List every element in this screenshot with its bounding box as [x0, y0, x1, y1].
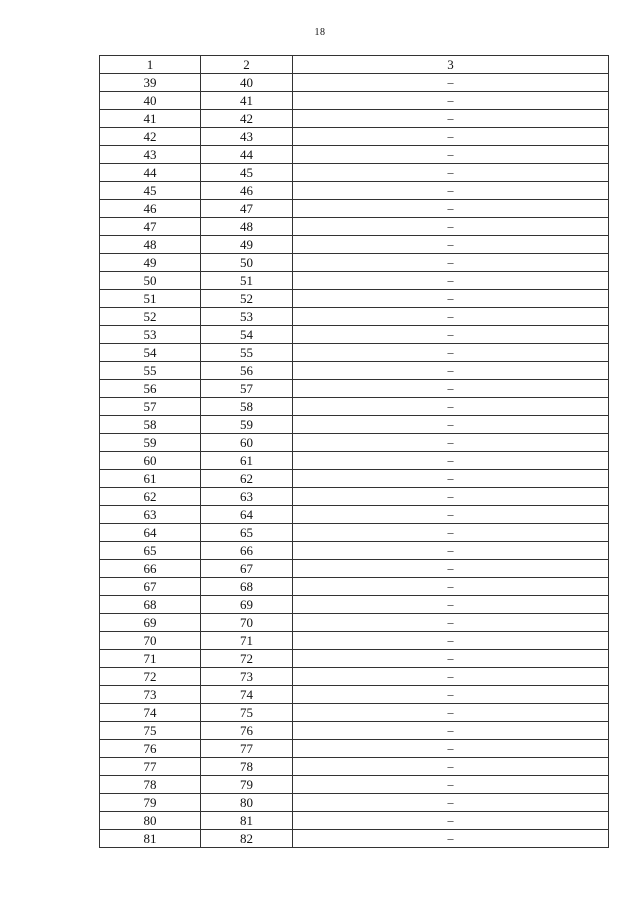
table-cell-col-1: 53 — [100, 326, 201, 344]
table-cell-col-2: 41 — [201, 92, 293, 110]
table-cell-col-3: – — [293, 578, 609, 596]
table-cell-col-3: – — [293, 452, 609, 470]
table-cell-col-1: 78 — [100, 776, 201, 794]
table-row — [100, 110, 609, 128]
table-cell-col-2: 44 — [201, 146, 293, 164]
table-cell-col-2: 76 — [201, 722, 293, 740]
table-row — [100, 470, 609, 488]
table-cell-col-1: 76 — [100, 740, 201, 758]
table-cell-col-2: 64 — [201, 506, 293, 524]
table-cell-col-1: 59 — [100, 434, 201, 452]
table-cell-col-1: 45 — [100, 182, 201, 200]
table-cell-col-1: 44 — [100, 164, 201, 182]
table-row — [100, 524, 609, 542]
table-cell-col-3: – — [293, 416, 609, 434]
table-row — [100, 830, 609, 848]
table-cell-col-1: 75 — [100, 722, 201, 740]
table-row — [100, 200, 609, 218]
table-cell-col-2: 74 — [201, 686, 293, 704]
table-cell-col-2: 75 — [201, 704, 293, 722]
table-cell-col-3: – — [293, 344, 609, 362]
table-cell-col-1: 74 — [100, 704, 201, 722]
table-cell-col-3: – — [293, 254, 609, 272]
table-cell-col-1: 52 — [100, 308, 201, 326]
table-cell-col-1: 57 — [100, 398, 201, 416]
table-cell-col-3: – — [293, 776, 609, 794]
table-cell-col-1: 73 — [100, 686, 201, 704]
table-cell-col-2: 81 — [201, 812, 293, 830]
table-cell-col-3: – — [293, 218, 609, 236]
table-cell-col-3: – — [293, 128, 609, 146]
table-cell-col-1: 47 — [100, 218, 201, 236]
table-row — [100, 398, 609, 416]
data-table — [99, 55, 609, 848]
table-row — [100, 812, 609, 830]
table-cell-col-3: – — [293, 596, 609, 614]
table-cell-col-1: 81 — [100, 830, 201, 848]
table-row — [100, 542, 609, 560]
table-cell-col-3: – — [293, 362, 609, 380]
table-cell-col-2: 77 — [201, 740, 293, 758]
table-cell-col-1: 41 — [100, 110, 201, 128]
table-cell-col-3: – — [293, 668, 609, 686]
table-row — [100, 488, 609, 506]
table-cell-col-2: 46 — [201, 182, 293, 200]
table-cell-col-3: – — [293, 524, 609, 542]
table-cell-col-1: 80 — [100, 812, 201, 830]
table-cell-col-2: 63 — [201, 488, 293, 506]
table-cell-col-3: – — [293, 380, 609, 398]
table-cell-col-2: 67 — [201, 560, 293, 578]
table-cell-col-2: 51 — [201, 272, 293, 290]
table-cell-col-1: 66 — [100, 560, 201, 578]
table-cell-col-3: – — [293, 740, 609, 758]
table-row — [100, 668, 609, 686]
table-row — [100, 146, 609, 164]
table-row — [100, 164, 609, 182]
table-cell-col-1: 71 — [100, 650, 201, 668]
table-cell-col-1: 62 — [100, 488, 201, 506]
table-cell-col-1: 51 — [100, 290, 201, 308]
column-header-3: 3 — [293, 56, 609, 74]
table-cell-col-1: 67 — [100, 578, 201, 596]
table-cell-col-2: 48 — [201, 218, 293, 236]
table-row — [100, 722, 609, 740]
table-cell-col-2: 70 — [201, 614, 293, 632]
table-cell-col-1: 64 — [100, 524, 201, 542]
table-row — [100, 452, 609, 470]
table-row — [100, 344, 609, 362]
table-body — [100, 74, 609, 848]
table-cell-col-2: 55 — [201, 344, 293, 362]
table-cell-col-2: 53 — [201, 308, 293, 326]
table-cell-col-3: – — [293, 146, 609, 164]
table-cell-col-2: 47 — [201, 200, 293, 218]
table-cell-col-2: 60 — [201, 434, 293, 452]
table-cell-col-1: 54 — [100, 344, 201, 362]
table-cell-col-3: – — [293, 488, 609, 506]
table-cell-col-1: 50 — [100, 272, 201, 290]
table-cell-col-1: 39 — [100, 74, 201, 92]
table-cell-col-1: 46 — [100, 200, 201, 218]
table-row — [100, 704, 609, 722]
table-row — [100, 326, 609, 344]
table-row — [100, 308, 609, 326]
table-cell-col-3: – — [293, 434, 609, 452]
table-row — [100, 290, 609, 308]
table-cell-col-2: 49 — [201, 236, 293, 254]
table-cell-col-2: 62 — [201, 470, 293, 488]
table-cell-col-3: – — [293, 506, 609, 524]
table-cell-col-3: – — [293, 812, 609, 830]
table-header-row — [100, 56, 609, 74]
table-cell-col-1: 77 — [100, 758, 201, 776]
table-row — [100, 740, 609, 758]
table-cell-col-3: – — [293, 722, 609, 740]
table-row — [100, 650, 609, 668]
table-cell-col-3: – — [293, 470, 609, 488]
table-cell-col-2: 82 — [201, 830, 293, 848]
table-cell-col-1: 63 — [100, 506, 201, 524]
table-cell-col-3: – — [293, 308, 609, 326]
table-row — [100, 380, 609, 398]
table-cell-col-2: 45 — [201, 164, 293, 182]
table-cell-col-3: – — [293, 200, 609, 218]
table-row — [100, 776, 609, 794]
table-cell-col-3: – — [293, 272, 609, 290]
table-cell-col-2: 78 — [201, 758, 293, 776]
table-cell-col-2: 68 — [201, 578, 293, 596]
table-row — [100, 632, 609, 650]
table-cell-col-3: – — [293, 632, 609, 650]
table-cell-col-1: 49 — [100, 254, 201, 272]
table-cell-col-2: 71 — [201, 632, 293, 650]
table-cell-col-2: 42 — [201, 110, 293, 128]
table-cell-col-2: 58 — [201, 398, 293, 416]
table-cell-col-1: 65 — [100, 542, 201, 560]
table-cell-col-2: 52 — [201, 290, 293, 308]
table-row — [100, 434, 609, 452]
table-cell-col-3: – — [293, 542, 609, 560]
table-row — [100, 74, 609, 92]
table-cell-col-1: 61 — [100, 470, 201, 488]
table-cell-col-2: 72 — [201, 650, 293, 668]
table-row — [100, 218, 609, 236]
table-cell-col-1: 79 — [100, 794, 201, 812]
table-cell-col-1: 72 — [100, 668, 201, 686]
table-cell-col-1: 56 — [100, 380, 201, 398]
table-cell-col-2: 59 — [201, 416, 293, 434]
table-cell-col-2: 61 — [201, 452, 293, 470]
table-cell-col-3: – — [293, 614, 609, 632]
table-cell-col-2: 73 — [201, 668, 293, 686]
table-cell-col-2: 43 — [201, 128, 293, 146]
table-cell-col-3: – — [293, 686, 609, 704]
table-row — [100, 182, 609, 200]
table-cell-col-2: 50 — [201, 254, 293, 272]
table-cell-col-3: – — [293, 290, 609, 308]
table-cell-col-3: – — [293, 830, 609, 848]
table-row — [100, 614, 609, 632]
table-row — [100, 128, 609, 146]
column-header-1: 1 — [100, 56, 201, 74]
table-cell-col-1: 48 — [100, 236, 201, 254]
table-row — [100, 272, 609, 290]
table-cell-col-1: 55 — [100, 362, 201, 380]
table-row — [100, 578, 609, 596]
table-row — [100, 560, 609, 578]
table-cell-col-3: – — [293, 74, 609, 92]
table-cell-col-3: – — [293, 182, 609, 200]
table-cell-col-3: – — [293, 110, 609, 128]
table-cell-col-2: 40 — [201, 74, 293, 92]
table-row — [100, 416, 609, 434]
table-row — [100, 92, 609, 110]
table-cell-col-1: 42 — [100, 128, 201, 146]
column-header-2: 2 — [201, 56, 293, 74]
table-row — [100, 362, 609, 380]
table-row — [100, 794, 609, 812]
table-cell-col-3: – — [293, 704, 609, 722]
table-cell-col-1: 60 — [100, 452, 201, 470]
table-row — [100, 506, 609, 524]
table-row — [100, 236, 609, 254]
table-cell-col-1: 43 — [100, 146, 201, 164]
table-cell-col-2: 79 — [201, 776, 293, 794]
table-cell-col-2: 54 — [201, 326, 293, 344]
table-cell-col-2: 56 — [201, 362, 293, 380]
table-row — [100, 596, 609, 614]
table-row — [100, 254, 609, 272]
table-cell-col-3: – — [293, 398, 609, 416]
table-cell-col-2: 69 — [201, 596, 293, 614]
table-cell-col-2: 80 — [201, 794, 293, 812]
table-cell-col-1: 70 — [100, 632, 201, 650]
table-cell-col-1: 68 — [100, 596, 201, 614]
table-cell-col-3: – — [293, 650, 609, 668]
table-row — [100, 758, 609, 776]
table-cell-col-3: – — [293, 758, 609, 776]
table-cell-col-1: 40 — [100, 92, 201, 110]
table-cell-col-3: – — [293, 164, 609, 182]
page-number: 18 — [314, 27, 326, 38]
table-cell-col-2: 57 — [201, 380, 293, 398]
table-cell-col-3: – — [293, 92, 609, 110]
table-cell-col-3: – — [293, 560, 609, 578]
table-cell-col-3: – — [293, 794, 609, 812]
table-cell-col-2: 66 — [201, 542, 293, 560]
table-cell-col-1: 69 — [100, 614, 201, 632]
table-cell-col-2: 65 — [201, 524, 293, 542]
table-row — [100, 686, 609, 704]
table-cell-col-3: – — [293, 326, 609, 344]
table-cell-col-3: – — [293, 236, 609, 254]
table-cell-col-1: 58 — [100, 416, 201, 434]
